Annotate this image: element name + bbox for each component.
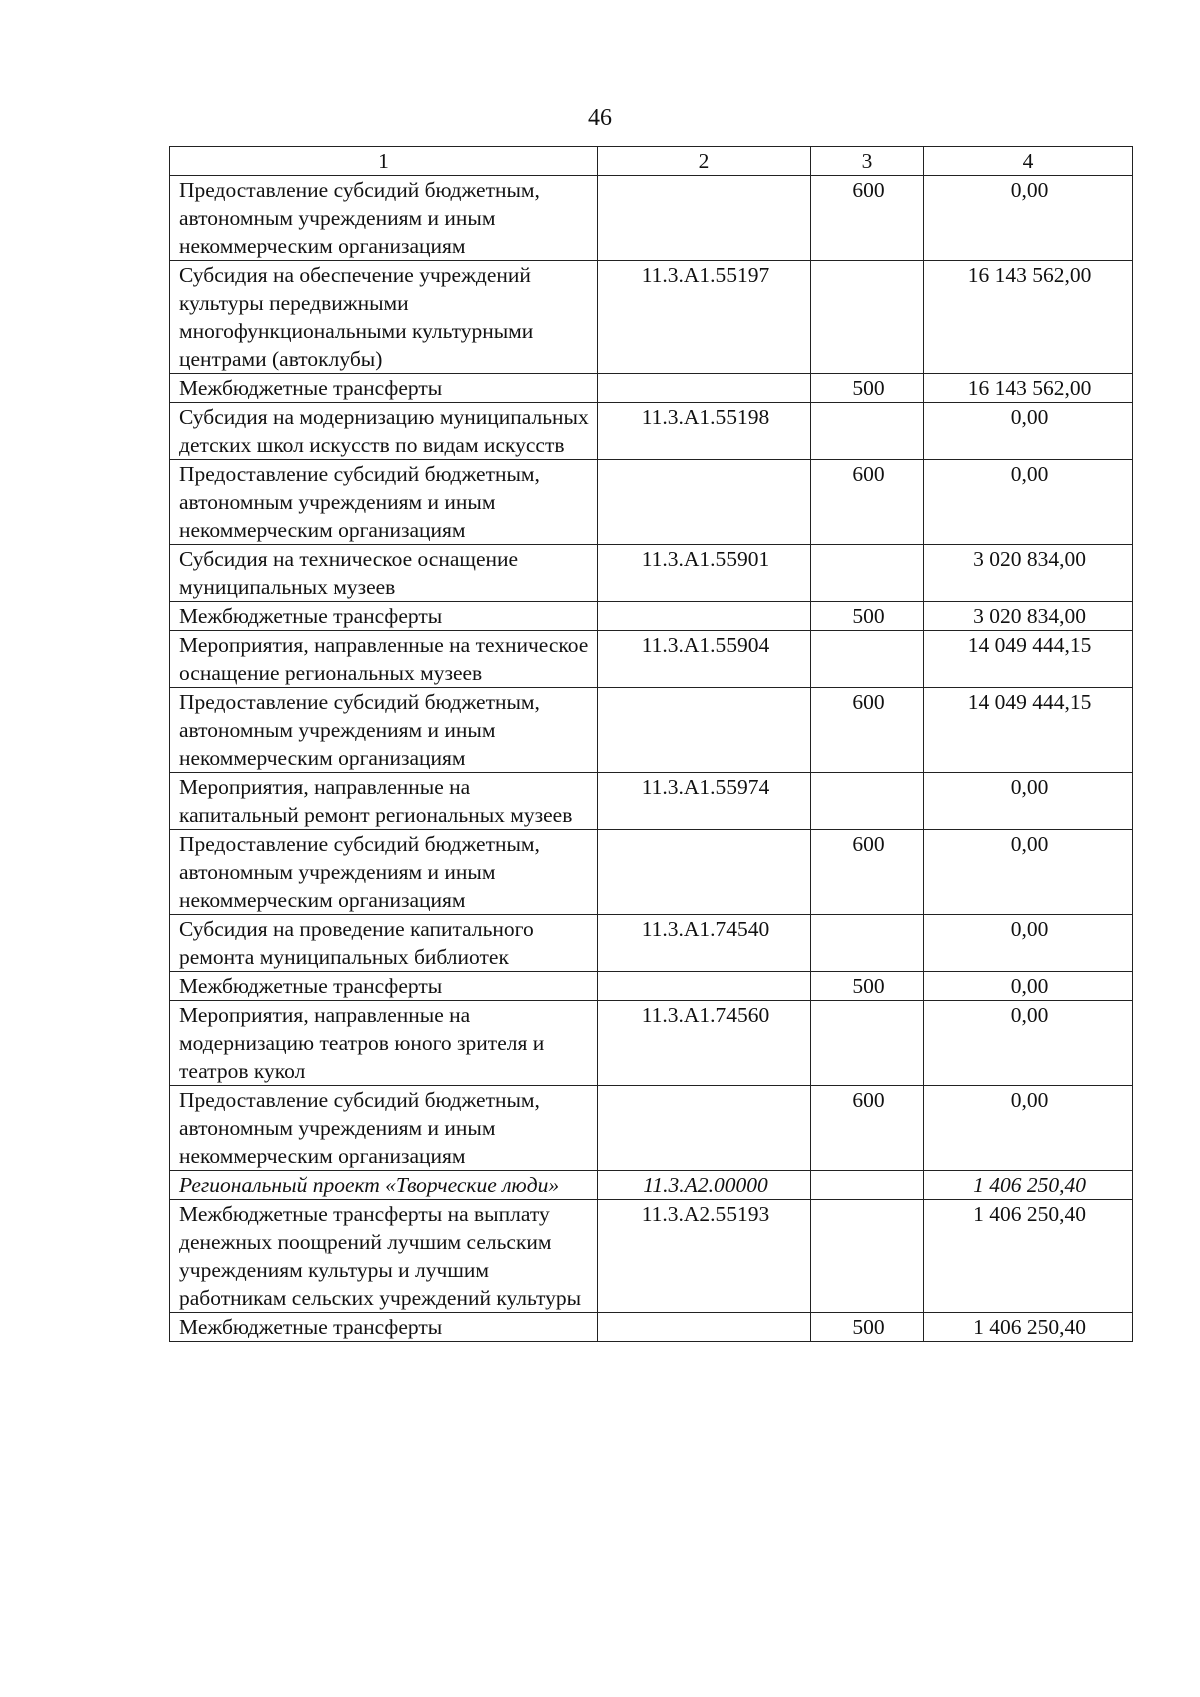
row-amount: 3 020 834,00 [924, 545, 1133, 602]
row-name: Субсидия на техническое оснащение муниципальных музеев [170, 545, 598, 602]
table-row [170, 1086, 1133, 1171]
row-amount: 0,00 [924, 915, 1133, 972]
row-code: 11.3.A1.74540 [598, 915, 811, 972]
table-row [170, 545, 1133, 602]
row-name: Межбюджетные трансферты [170, 602, 598, 631]
row-code: 11.3.A1.55974 [598, 773, 811, 830]
table-row [170, 1200, 1133, 1313]
row-kvr: 500 [811, 972, 924, 1001]
row-kvr [811, 403, 924, 460]
header-col-2: 2 [598, 147, 811, 176]
row-kvr [811, 1171, 924, 1200]
row-kvr [811, 1001, 924, 1086]
row-amount: 0,00 [924, 1001, 1133, 1086]
row-code [598, 1086, 811, 1171]
row-kvr [811, 1200, 924, 1313]
row-kvr: 600 [811, 460, 924, 545]
row-code [598, 374, 811, 403]
header-col-4: 4 [924, 147, 1133, 176]
row-name: Межбюджетные трансферты [170, 1313, 598, 1342]
table-row [170, 1001, 1133, 1086]
row-code [598, 460, 811, 545]
row-name: Межбюджетные трансферты [170, 374, 598, 403]
row-kvr: 600 [811, 688, 924, 773]
table-row [170, 972, 1133, 1001]
row-amount: 0,00 [924, 830, 1133, 915]
row-amount: 0,00 [924, 460, 1133, 545]
row-code [598, 688, 811, 773]
row-code [598, 830, 811, 915]
row-name: Мероприятия, направленные на техническое оснащение региональных музеев [170, 631, 598, 688]
row-kvr [811, 773, 924, 830]
row-code [598, 1313, 811, 1342]
row-kvr: 600 [811, 176, 924, 261]
row-kvr: 500 [811, 1313, 924, 1342]
header-col-1: 1 [170, 147, 598, 176]
row-code: 11.3.A1.74560 [598, 1001, 811, 1086]
table-row [170, 460, 1133, 545]
row-name: Субсидия на обеспечение учреждений культуры передвижными многофункциональными культурными центрами (автоклубы) [170, 261, 598, 374]
row-kvr: 500 [811, 374, 924, 403]
row-code [598, 602, 811, 631]
row-amount: 16 143 562,00 [924, 261, 1133, 374]
row-amount: 16 143 562,00 [924, 374, 1133, 403]
row-amount: 1 406 250,40 [924, 1171, 1133, 1200]
row-kvr [811, 261, 924, 374]
table-row [170, 602, 1133, 631]
row-code: 11.3.A2.00000 [598, 1171, 811, 1200]
table-row [170, 688, 1133, 773]
row-kvr [811, 631, 924, 688]
row-amount: 3 020 834,00 [924, 602, 1133, 631]
row-amount: 0,00 [924, 972, 1133, 1001]
row-name: Предоставление субсидий бюджетным, автономным учреждениям и иным некоммерческим организациям [170, 176, 598, 261]
row-name: Межбюджетные трансферты на выплату денежных поощрений лучшим сельским учреждениям культуры и лучшим работникам сельских учреждений культуры [170, 1200, 598, 1313]
row-amount: 1 406 250,40 [924, 1313, 1133, 1342]
table-row [170, 261, 1133, 374]
page-number: 46 [588, 105, 612, 131]
row-code [598, 176, 811, 261]
row-code [598, 972, 811, 1001]
table-row [170, 773, 1133, 830]
header-row [170, 147, 1133, 176]
table-header [170, 147, 1133, 176]
table-row [170, 1313, 1133, 1342]
row-amount: 0,00 [924, 403, 1133, 460]
row-name: Региональный проект «Творческие люди» [170, 1171, 598, 1200]
budget-table [169, 146, 1133, 1342]
row-code: 11.3.A1.55198 [598, 403, 811, 460]
row-name: Мероприятия, направленные на капитальный ремонт региональных музеев [170, 773, 598, 830]
table-row [170, 830, 1133, 915]
header-col-3: 3 [811, 147, 924, 176]
row-name: Мероприятия, направленные на модернизацию театров юного зрителя и театров кукол [170, 1001, 598, 1086]
row-code: 11.3.A1.55197 [598, 261, 811, 374]
row-code: 11.3.A1.55904 [598, 631, 811, 688]
row-amount: 0,00 [924, 176, 1133, 261]
row-kvr: 500 [811, 602, 924, 631]
row-kvr: 600 [811, 830, 924, 915]
row-amount: 14 049 444,15 [924, 631, 1133, 688]
table-row [170, 915, 1133, 972]
row-name: Межбюджетные трансферты [170, 972, 598, 1001]
row-amount: 0,00 [924, 773, 1133, 830]
table-row [170, 374, 1133, 403]
row-kvr [811, 545, 924, 602]
row-amount: 14 049 444,15 [924, 688, 1133, 773]
table-row [170, 403, 1133, 460]
row-amount: 0,00 [924, 1086, 1133, 1171]
table-body [170, 176, 1133, 1342]
row-kvr [811, 915, 924, 972]
row-name: Субсидия на модернизацию муниципальных детских школ искусств по видам искусств [170, 403, 598, 460]
table-row [170, 631, 1133, 688]
row-name: Предоставление субсидий бюджетным, автономным учреждениям и иным некоммерческим организациям [170, 830, 598, 915]
table-row-regional-project [170, 1171, 1133, 1200]
table-row [170, 176, 1133, 261]
row-amount: 1 406 250,40 [924, 1200, 1133, 1313]
row-name: Предоставление субсидий бюджетным, автономным учреждениям и иным некоммерческим организациям [170, 460, 598, 545]
row-name: Субсидия на проведение капитального ремонта муниципальных библиотек [170, 915, 598, 972]
row-name: Предоставление субсидий бюджетным, автономным учреждениям и иным некоммерческим организациям [170, 1086, 598, 1171]
row-code: 11.3.A1.55901 [598, 545, 811, 602]
row-code: 11.3.A2.55193 [598, 1200, 811, 1313]
row-kvr: 600 [811, 1086, 924, 1171]
row-name: Предоставление субсидий бюджетным, автономным учреждениям и иным некоммерческим организациям [170, 688, 598, 773]
